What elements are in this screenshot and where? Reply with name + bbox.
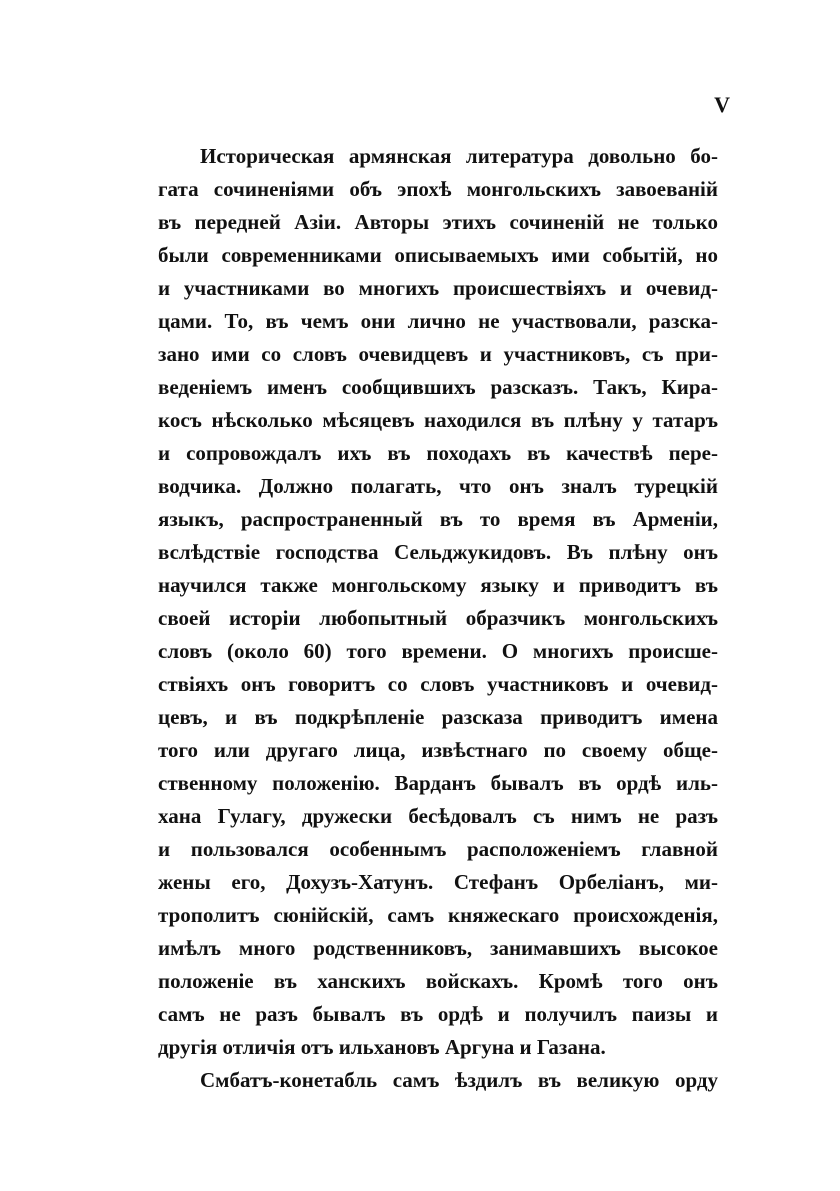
text-line: ственному положенію. Варданъ бывалъ въ ордѣ иль- bbox=[158, 771, 718, 795]
text-line: жены его, Дохузъ-Хатунъ. Стефанъ Орбеліанъ, ми- bbox=[158, 870, 718, 894]
text-line: имѣлъ много родственниковъ, занимавшихъ высокое bbox=[158, 936, 718, 960]
text-line: самъ не разъ бывалъ въ ордѣ и получилъ паизы и bbox=[158, 1002, 718, 1026]
page-number: V bbox=[714, 92, 730, 117]
text-line: водчика. Должно полагать, что онъ зналъ турецкій bbox=[158, 474, 718, 498]
text-line: были современниками описываемыхъ ими событій, но bbox=[158, 243, 718, 267]
text-line: косъ нѣсколько мѣсяцевъ находился въ плѣну у татаръ bbox=[158, 408, 718, 432]
text-line: своей исторіи любопытный образчикъ монгольскихъ bbox=[158, 606, 718, 630]
text-line: зано ими со словъ очевидцевъ и участниковъ, съ при- bbox=[158, 342, 718, 366]
text-line: Смбатъ-конетабль самъ ѣздилъ въ великую орду bbox=[200, 1068, 718, 1092]
body-text bbox=[158, 140, 718, 1097]
text-line: трополитъ сюнійскій, самъ княжескаго происхожденія, bbox=[158, 903, 718, 927]
text-line: Историческая армянская литература довольно бо- bbox=[200, 144, 718, 168]
text-line: того или другаго лица, извѣстнаго по своему обще- bbox=[158, 738, 718, 762]
text-line: другія отличія отъ ильхановъ Аргуна и Газана. bbox=[158, 1035, 606, 1059]
text-line: и сопровождалъ ихъ въ походахъ въ качествѣ пере- bbox=[158, 441, 718, 465]
text-line: гата сочиненіями объ эпохѣ монгольскихъ завоеваній bbox=[158, 177, 718, 201]
text-line: хана Гулагу, дружески бесѣдовалъ съ нимъ не разъ bbox=[158, 804, 718, 828]
text-line: цевъ, и въ подкрѣпленіе разсказа приводитъ имена bbox=[158, 705, 718, 729]
text-line: научился также монгольскому языку и приводитъ въ bbox=[158, 573, 718, 597]
text-line: и участниками во многихъ происшествіяхъ и очевид- bbox=[158, 276, 718, 300]
text-line: и пользовался особеннымъ расположеніемъ главной bbox=[158, 837, 718, 861]
text-line: вслѣдствіе господства Сельджукидовъ. Въ плѣну онъ bbox=[158, 540, 718, 564]
text-line: цами. То, въ чемъ они лично не участвовали, разска- bbox=[158, 309, 718, 333]
text-line: языкъ, распространенный въ то время въ Арменіи, bbox=[158, 507, 718, 531]
text-line: веденіемъ именъ сообщившихъ разсказъ. Такъ, Кира- bbox=[158, 375, 718, 399]
text-line: словъ (около 60) того времени. О многихъ происше- bbox=[158, 639, 718, 663]
text-line: въ передней Азіи. Авторы этихъ сочиненій не только bbox=[158, 210, 718, 234]
text-line: положеніе въ ханскихъ войскахъ. Кромѣ того онъ bbox=[158, 969, 718, 993]
text-line: ствіяхъ онъ говоритъ со словъ участниковъ и очевид- bbox=[158, 672, 718, 696]
